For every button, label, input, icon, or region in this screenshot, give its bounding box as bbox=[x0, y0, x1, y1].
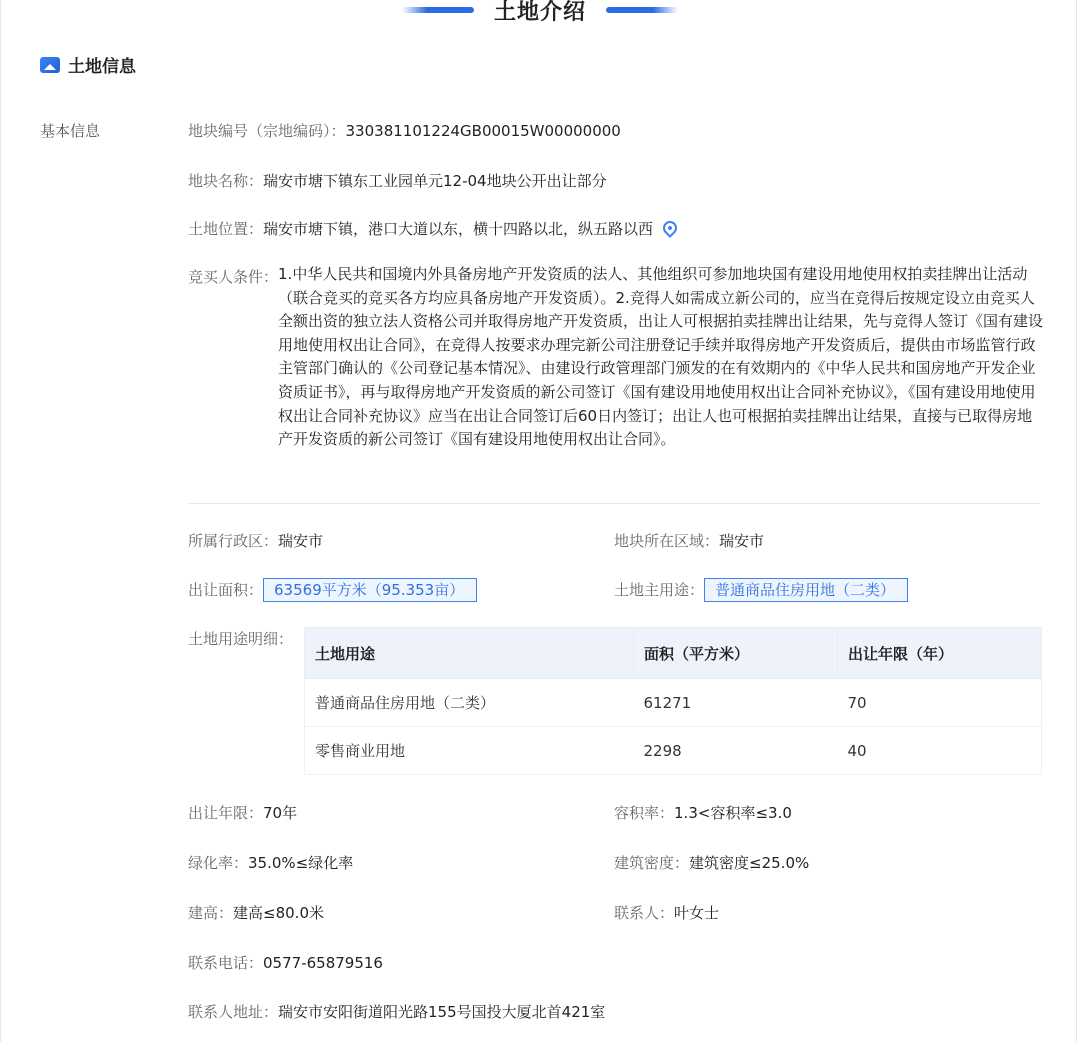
column-header-use: 土地用途 bbox=[305, 628, 634, 679]
table-row bbox=[305, 727, 1042, 775]
parcel-code-label: 地块编号（宗地编码）： bbox=[188, 122, 346, 140]
admin-region-row bbox=[188, 530, 323, 551]
title-decoration-right bbox=[606, 7, 678, 13]
bidder-conditions-row bbox=[188, 266, 1044, 452]
transfer-area-label: 出让面积： bbox=[188, 581, 264, 599]
map-pin-icon[interactable] bbox=[660, 218, 680, 238]
page-title-text: 土地介绍 bbox=[493, 0, 586, 25]
table-cell-years: 40 bbox=[838, 727, 1042, 775]
admin-region-value: 瑞安市 bbox=[278, 532, 324, 550]
main-use-row bbox=[614, 578, 908, 602]
table-cell-years: 70 bbox=[838, 679, 1042, 727]
column-header-years: 出让年限（年） bbox=[838, 628, 1042, 679]
contact-phone-value: 0577-65879516 bbox=[263, 954, 383, 972]
location-value: 瑞安市塘下镇，港口大道以东，横十四路以北，纵五路以西 bbox=[263, 220, 654, 238]
admin-region-label: 所属行政区： bbox=[188, 532, 279, 550]
building-density-row bbox=[614, 852, 809, 873]
land-image-icon bbox=[40, 57, 60, 73]
main-use-value: 普通商品住房用地（二类） bbox=[704, 578, 908, 602]
location-label: 土地位置： bbox=[188, 220, 264, 238]
building-density-label: 建筑密度： bbox=[614, 854, 690, 872]
page-title bbox=[0, 0, 1080, 28]
transfer-years-row bbox=[188, 802, 297, 823]
contact-address-label: 联系人地址： bbox=[188, 1003, 279, 1021]
parcel-area-label: 地块所在区域： bbox=[614, 532, 720, 550]
contact-address-value: 瑞安市安阳街道阳光路155号国投大厦北首421室 bbox=[278, 1003, 606, 1021]
title-decoration-left bbox=[402, 7, 474, 13]
section-title: 土地信息 bbox=[68, 57, 136, 77]
building-height-label: 建高： bbox=[188, 904, 234, 922]
parcel-name-label: 地块名称： bbox=[188, 172, 264, 190]
contact-person-row bbox=[614, 902, 719, 923]
main-use-label: 土地主用途： bbox=[614, 581, 705, 599]
green-ratio-label: 绿化率： bbox=[188, 854, 249, 872]
building-height-value: 建高≤80.0米 bbox=[233, 904, 324, 922]
parcel-code-row bbox=[188, 120, 621, 141]
parcel-area-value: 瑞安市 bbox=[719, 532, 765, 550]
transfer-area-row bbox=[188, 578, 477, 602]
parcel-name-value: 瑞安市塘下镇东工业园单元12-04地块公开出让部分 bbox=[263, 172, 607, 190]
contact-person-label: 联系人： bbox=[614, 904, 675, 922]
table-cell-area: 2298 bbox=[634, 727, 838, 775]
transfer-years-value: 70年 bbox=[263, 804, 298, 822]
green-ratio-row bbox=[188, 852, 353, 873]
section-header bbox=[40, 52, 136, 77]
building-density-value: 建筑密度≤25.0% bbox=[689, 854, 810, 872]
plot-ratio-row bbox=[614, 802, 792, 823]
bidder-conditions-label: 竞买人条件： bbox=[188, 268, 279, 286]
contact-person-value: 叶女士 bbox=[674, 904, 720, 922]
table-cell-area: 61271 bbox=[634, 679, 838, 727]
building-height-row bbox=[188, 902, 324, 923]
table-row bbox=[305, 679, 1042, 727]
land-use-table bbox=[304, 627, 1042, 775]
contact-phone-label: 联系电话： bbox=[188, 954, 264, 972]
contact-phone-row bbox=[188, 952, 383, 973]
contact-address-row bbox=[188, 1001, 605, 1022]
bidder-conditions-value: 1.中华人民共和国境内外具备房地产开发资质的法人、其他组织可参加地块国有建设用地使用权拍卖挂牌出让活动（联合竞买的竞买各方均应具备房地产开发资质）。2.竞得人如需成立新公司的，应当在竞得后按规定设立由竞买人全额出资的独立法人资格公司并取得房地产开发资质，出让人可根据拍卖挂牌出让结果，先与竞得人签订《国有建设用地使用权出让合同》，在竞得人按要求办理完新公司注册登记手续并取得房地产开发资质后，提供由市场监管行政主管部门确认的《公司登记基本情况》、由建设行政管理部门颁发的在有效期内的《中华人民共和国房地产开发企业资质证书》，再与取得房地产开发资质的新公司签订《国有建设用地使用权出让合同补充协议》，《国有建设用地使用权出让合同补充协议》应当在出让合同签订后60日内签订；出让人也可根据拍卖挂牌出让结果，直接与已取得房地产开发资质的新公司签订《国有建设用地使用权出让合同》。 bbox=[278, 265, 1044, 449]
parcel-code-value: 330381101224GB00015W00000000 bbox=[345, 122, 621, 140]
location-row bbox=[188, 218, 677, 239]
green-ratio-value: 35.0%≤绿化率 bbox=[248, 854, 354, 872]
basic-info-label: 基本信息 bbox=[40, 122, 101, 140]
use-detail-label: 土地用途明细： bbox=[188, 630, 294, 648]
table-header-row bbox=[305, 628, 1042, 679]
plot-ratio-label: 容积率： bbox=[614, 804, 675, 822]
parcel-name-row bbox=[188, 170, 607, 191]
divider bbox=[188, 503, 1040, 504]
transfer-years-label: 出让年限： bbox=[188, 804, 264, 822]
transfer-area-value: 63569平方米（95.353亩） bbox=[263, 578, 477, 602]
plot-ratio-value: 1.3<容积率≤3.0 bbox=[674, 804, 792, 822]
table-cell-use: 零售商业用地 bbox=[305, 727, 634, 775]
column-header-area: 面积（平方米） bbox=[634, 628, 838, 679]
table-cell-use: 普通商品住房用地（二类） bbox=[305, 679, 634, 727]
parcel-area-row bbox=[614, 530, 764, 551]
